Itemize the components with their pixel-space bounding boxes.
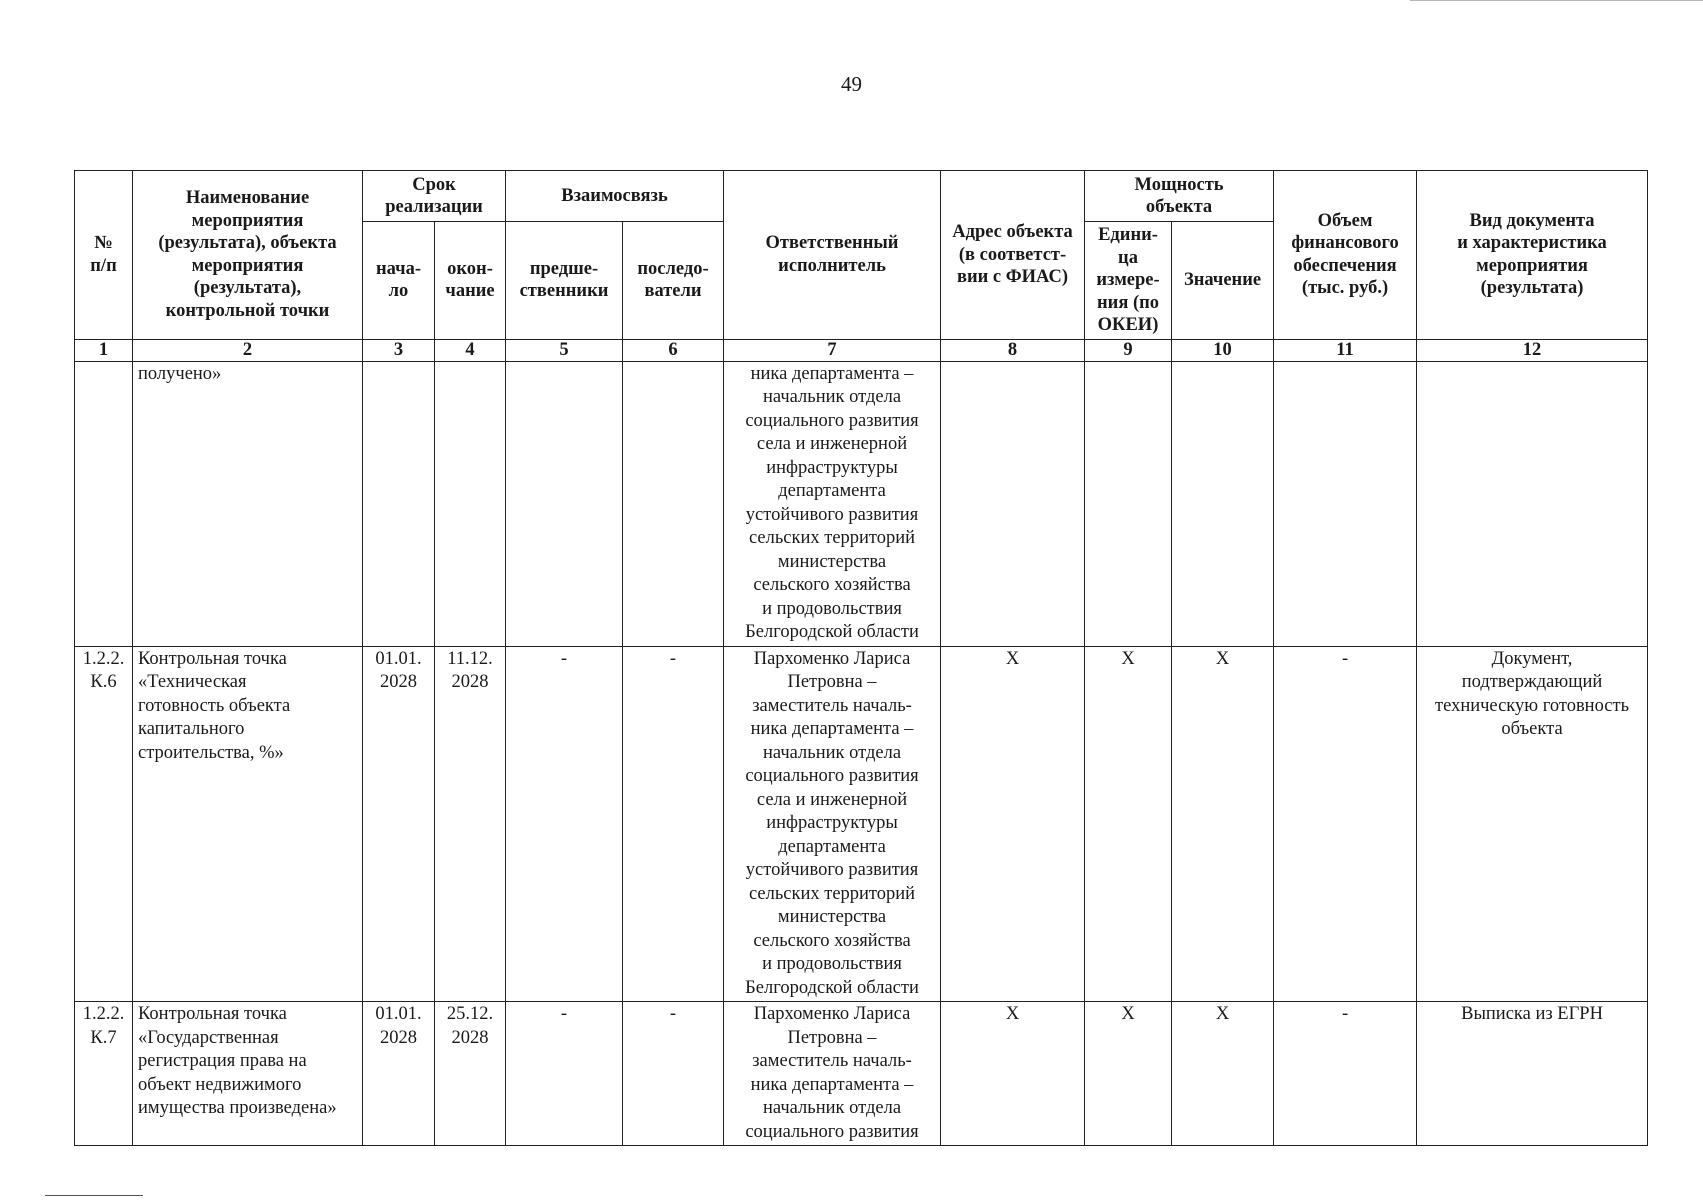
row-finance: - (1274, 1002, 1417, 1146)
row-address: Х (941, 1002, 1085, 1146)
column-number: 3 (363, 339, 435, 361)
row-start: 01.01. 2028 (363, 1002, 435, 1146)
table-header-row (75, 171, 1648, 222)
header-term-end: окон- чание (435, 222, 506, 340)
column-number: 7 (724, 339, 941, 361)
row-value: Х (1172, 1002, 1274, 1146)
row-pred: - (506, 646, 623, 1002)
row-value: Х (1172, 646, 1274, 1002)
page-number: 49 (841, 72, 862, 96)
row-pred: - (506, 1002, 623, 1146)
row-responsible: ника департамента – начальник отдела социального развития села и инженерной инфраструктуры департамента устойчивого развития сельских территорий министерства сельского хозяйства и продовольствия Белгородской области (724, 361, 941, 646)
table-row (75, 1002, 1648, 1146)
table-row (75, 646, 1648, 1002)
row-unit: Х (1085, 646, 1172, 1002)
row-name: получено» (133, 361, 363, 646)
row-finance: - (1274, 646, 1417, 1002)
row-value (1172, 361, 1274, 646)
row-number: 1.2.2. К.6 (75, 646, 133, 1002)
header-finance: Объем финансового обеспечения (тыс. руб.) (1274, 171, 1417, 340)
scan-edge-line (1410, 0, 1703, 1)
column-number: 5 (506, 339, 623, 361)
header-link-pred: предше- ственники (506, 222, 623, 340)
row-doc: Документ, подтверждающий техническую готовность объекта (1417, 646, 1648, 1002)
row-succ: - (623, 646, 724, 1002)
header-address: Адрес объекта (в соответст- вии с ФИАС) (941, 171, 1085, 340)
row-start (363, 361, 435, 646)
header-name: Наименование мероприятия (результата), объекта мероприятия (результата), контрольной точки (133, 171, 363, 340)
row-responsible: Пархоменко Лариса Петровна – заместитель началь- ника департамента – начальник отдела социального развития села и инженерной инфраструктуры департамента устойчивого развития сельских территорий министерства сельского хозяйства и продовольствия Белгородской области (724, 646, 941, 1002)
row-unit: Х (1085, 1002, 1172, 1146)
row-number: 1.2.2. К.7 (75, 1002, 133, 1146)
column-number: 10 (1172, 339, 1274, 361)
scan-edge-line (45, 1195, 143, 1196)
table-row (75, 361, 1648, 646)
row-end: 11.12. 2028 (435, 646, 506, 1002)
row-address (941, 361, 1085, 646)
row-address: Х (941, 646, 1085, 1002)
header-term: Срок реализации (363, 171, 506, 222)
column-number: 2 (133, 339, 363, 361)
header-link: Взаимосвязь (506, 171, 724, 222)
row-name: Контрольная точка «Государственная регистрация права на объект недвижимого имущества произведена» (133, 1002, 363, 1146)
column-number: 6 (623, 339, 724, 361)
header-capacity-unit: Едини- ца измере- ния (по ОКЕИ) (1085, 222, 1172, 340)
row-name: Контрольная точка «Техническая готовность объекта капитального строительства, %» (133, 646, 363, 1002)
row-succ: - (623, 1002, 724, 1146)
row-doc: Выписка из ЕГРН (1417, 1002, 1648, 1146)
column-number: 4 (435, 339, 506, 361)
row-finance (1274, 361, 1417, 646)
row-start: 01.01. 2028 (363, 646, 435, 1002)
column-number-row (75, 339, 1648, 361)
header-link-succ: последо- ватели (623, 222, 724, 340)
column-number: 1 (75, 339, 133, 361)
header-number: № п/п (75, 171, 133, 340)
row-end: 25.12. 2028 (435, 1002, 506, 1146)
header-doc-type: Вид документа и характеристика мероприятия (результата) (1417, 171, 1648, 340)
row-responsible: Пархоменко Лариса Петровна – заместитель началь- ника департамента – начальник отдела социального развития (724, 1002, 941, 1146)
program-plan-table (74, 170, 1648, 1146)
row-pred (506, 361, 623, 646)
column-number: 12 (1417, 339, 1648, 361)
row-doc (1417, 361, 1648, 646)
row-end (435, 361, 506, 646)
header-term-start: нача- ло (363, 222, 435, 340)
row-succ (623, 361, 724, 646)
header-capacity-value: Значение (1172, 222, 1274, 340)
header-responsible: Ответственный исполнитель (724, 171, 941, 340)
column-number: 9 (1085, 339, 1172, 361)
row-number (75, 361, 133, 646)
column-number: 8 (941, 339, 1085, 361)
column-number: 11 (1274, 339, 1417, 361)
row-unit (1085, 361, 1172, 646)
header-capacity: Мощность объекта (1085, 171, 1274, 222)
